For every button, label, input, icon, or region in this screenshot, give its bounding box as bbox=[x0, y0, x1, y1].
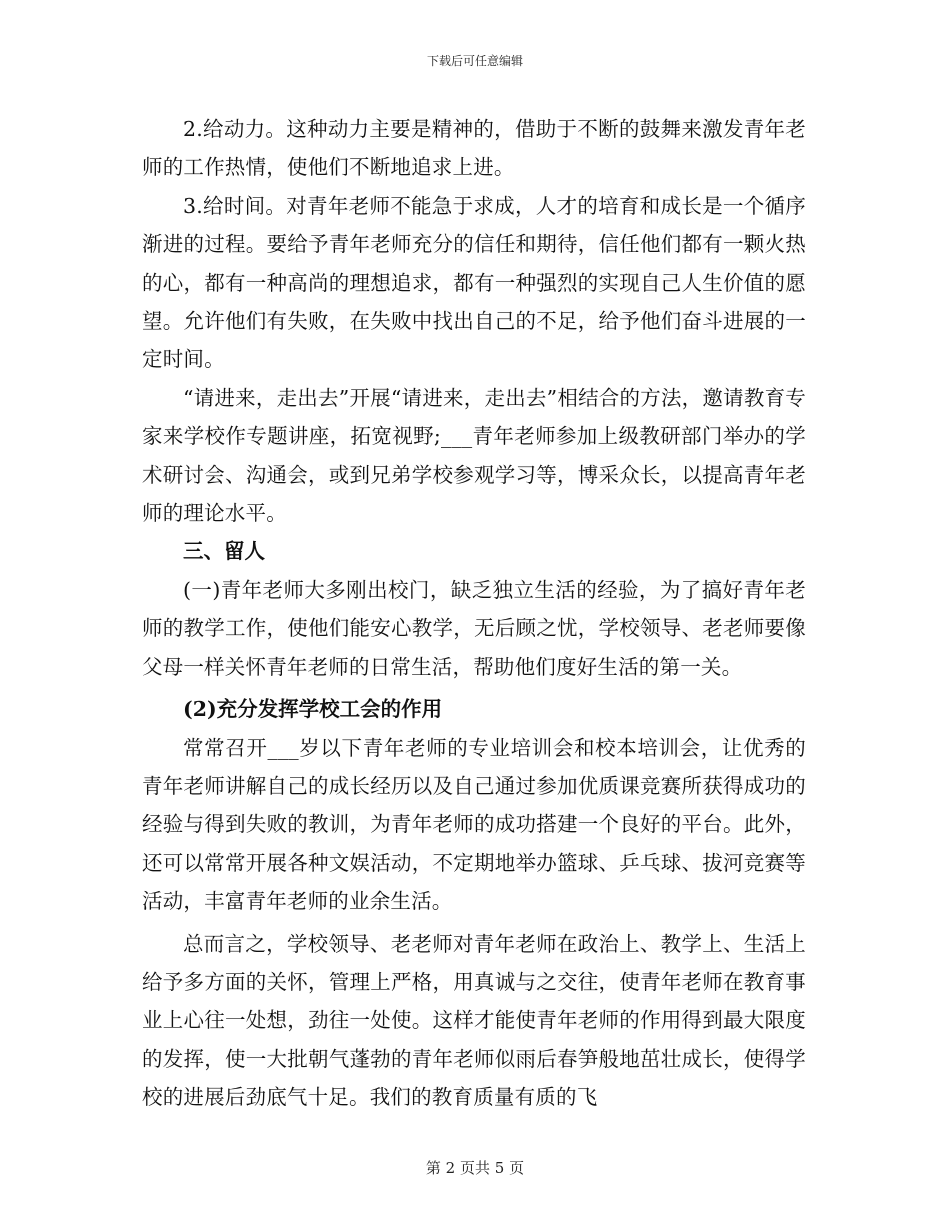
section-heading-retain: 三、留人 bbox=[183, 539, 265, 564]
document-body bbox=[142, 110, 806, 1117]
page-header: 下载后可任意编辑 bbox=[426, 54, 523, 68]
paragraph-invite: “请进来，走出去”开展“请进来，走出去”相结合的方法，邀请教育专家来学校作专题讲座，拓宽视野;___青年老师参加上级教研部门举办的学术研讨会、沟通会，或到兄弟学校参观学习等，博采众长，以提高青年老师的理论水平。 bbox=[142, 385, 806, 526]
paragraph-training: 常常召开___岁以下青年老师的专业培训会和校本培训会，让优秀的青年老师讲解自己的成长经历以及自己通过参加优质课竞赛所获得成功的经验与得到失败的教训，为青年老师的成功搭建一个良好的平台。此外，还可以常常开展各种文娱活动，不定期地举办篮球、乒乓球、拔河竞赛等活动，丰富青年老师的业余生活。 bbox=[142, 735, 806, 914]
paragraph-conclusion: 总而言之，学校领导、老老师对青年老师在政治上、教学上、生活上给予多方面的关怀，管理上严格，用真诚与之交往，使青年老师在教育事业上心往一处想，劲往一处使。这样才能使青年老师的作用得到最大限度的发挥，使一大批朝气蓬勃的青年老师似雨后春笋般地茁壮成长，使得学校的进展后劲底气十足。我们的教育质量有质的飞 bbox=[142, 931, 806, 1110]
page-footer: 第 2 页共 5 页 bbox=[425, 1159, 525, 1177]
paragraph-time: 3.给时间。对青年老师不能急于求成，人才的培育和成长是一个循序渐进的过程。要给予青年老师充分的信任和期待，信任他们都有一颗火热的心，都有一种高尚的理想追求，都有一种强烈的实现自己人生价值的愿望。允许他们有失败，在失败中找出自己的不足，给予他们奋斗进展的一定时间。 bbox=[142, 193, 806, 372]
paragraph-daily-life: (一)青年老师大多刚出校门，缺乏独立生活的经验，为了搞好青年老师的教学工作，使他们能安心教学，无后顾之忧，学校领导、老老师要像父母一样关怀青年老师的日常生活，帮助他们度好生活的第一关。 bbox=[142, 577, 806, 679]
subsection-heading-union: (2)充分发挥学校工会的作用 bbox=[183, 697, 443, 722]
paragraph-motivation: 2.给动力。这种动力主要是精神的，借助于不断的鼓舞来激发青年老师的工作热情，使他们不断地追求上进。 bbox=[142, 117, 806, 180]
